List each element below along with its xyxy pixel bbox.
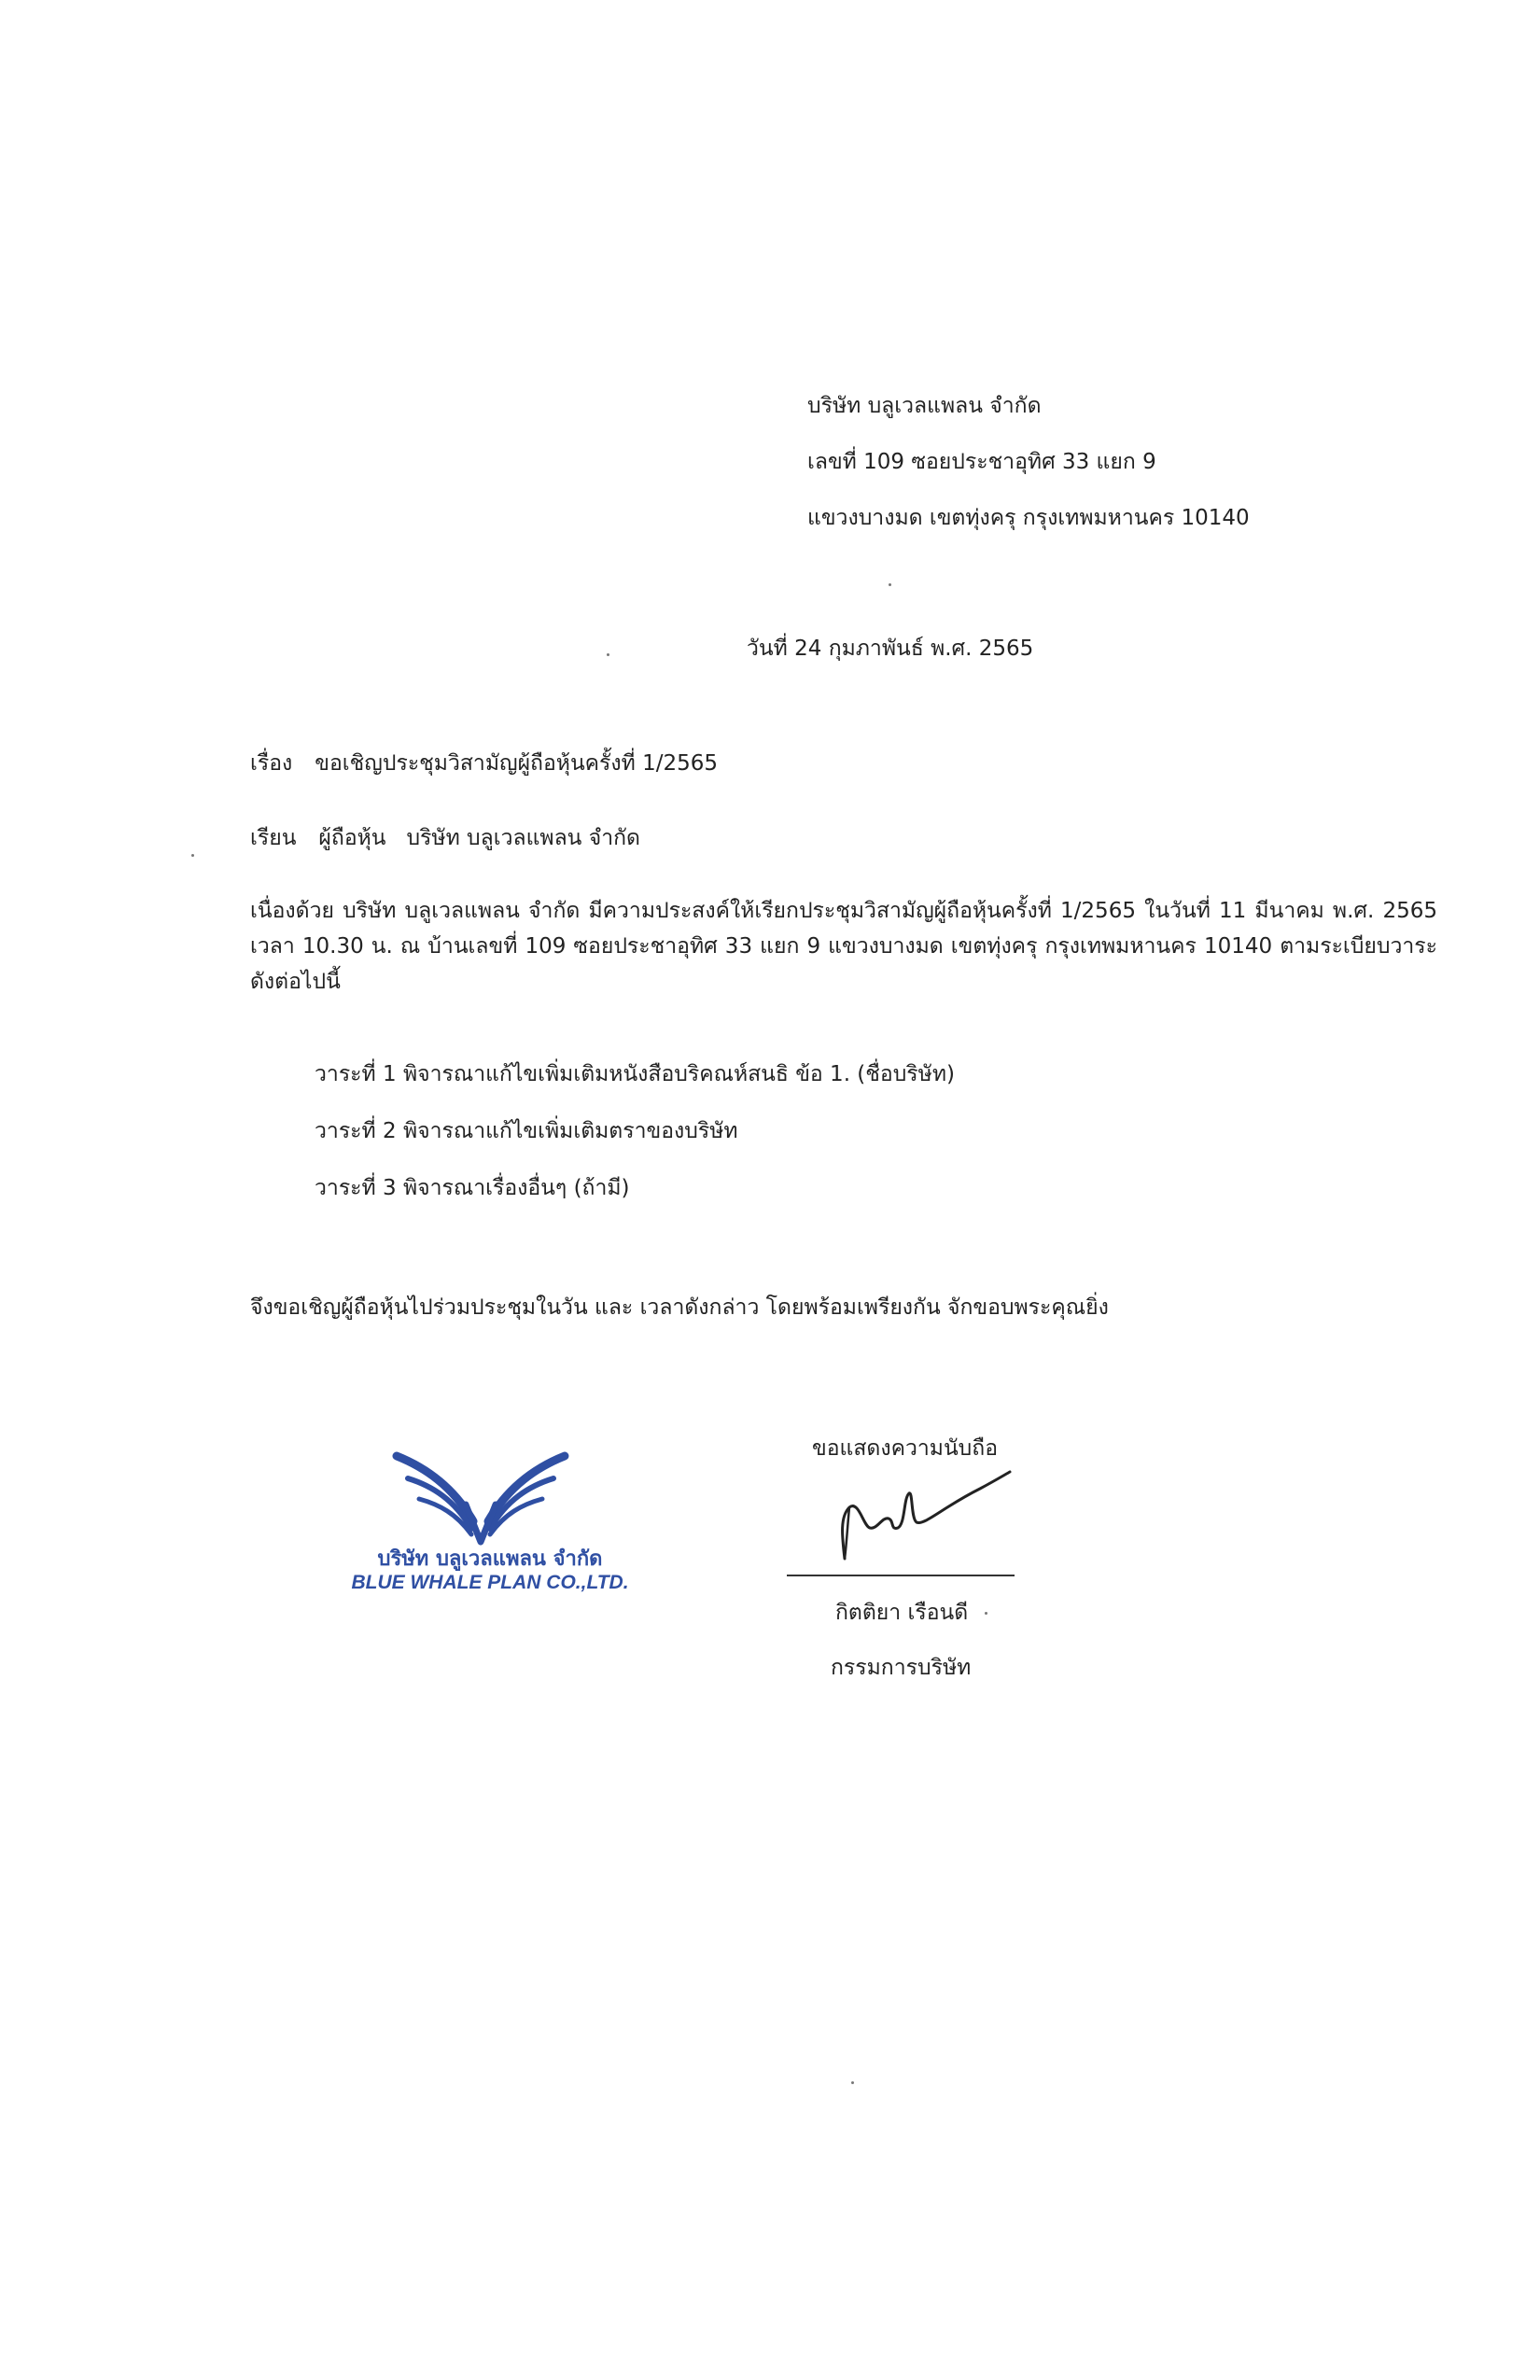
company-logo bbox=[336, 1449, 644, 1617]
logo-thai-name: บริษัท บลูเวลแพลน จำกัด bbox=[377, 1547, 603, 1571]
whale-tail-wings-icon bbox=[387, 1449, 574, 1547]
handwritten-signature bbox=[793, 1461, 1017, 1563]
salutation-line bbox=[250, 824, 640, 852]
scan-speck bbox=[851, 2081, 854, 2084]
signer-name: กิตติยา เรือนดี bbox=[835, 1601, 969, 1625]
agenda-item: วาระที่ 1 พิจารณาแก้ไขเพิ่มเติมหนังสือบริคณห์สนธิ ข้อ 1. (ชื่อบริษัท) bbox=[315, 1062, 955, 1086]
salutation-label: เรียน bbox=[250, 826, 297, 850]
subject-text: ขอเชิญประชุมวิสามัญผู้ถือหุ้นครั้งที่ 1/2565 bbox=[315, 751, 719, 776]
scan-speck bbox=[607, 653, 609, 656]
letter-date: วันที่ 24 กุมภาพันธ์ พ.ศ. 2565 bbox=[747, 637, 1034, 661]
scan-speck bbox=[191, 854, 194, 857]
closing-paragraph: จึงขอเชิญผู้ถือหุ้นไปร่วมประชุมในวัน และ เวลาดังกล่าว โดยพร้อมเพรียงกัน จักขอบพระคุณยิ่ง bbox=[250, 1295, 1109, 1320]
body-paragraph: เนื่องด้วย บริษัท บลูเวลแพลน จำกัด มีความประสงค์ให้เรียกประชุมวิสามัญผู้ถือหุ้นครั้งที่ 1/2565 ในวันที่ 11 มีนาคม พ.ศ. 2565 เวลา 10.30 น. ณ บ้านเลขที่ 109 ซอยประชาอุทิศ 33 แยก 9 แขวงบางมด เขตทุ่งครุ กรุงเทพมหานคร 10140 ตามระเบียบวาระดังต่อไปนี้ bbox=[250, 899, 1437, 994]
subject-label: เรื่อง bbox=[250, 751, 293, 776]
logo-english-name: BLUE WHALE PLAN CO.,LTD. bbox=[351, 1572, 629, 1593]
sender-company: บริษัท บลูเวลแพลน จำกัด bbox=[807, 394, 1042, 418]
agenda-item: วาระที่ 2 พิจารณาแก้ไขเพิ่มเติมตราของบริษัท bbox=[315, 1119, 738, 1143]
sender-address-line-2: แขวงบางมด เขตทุ่งครุ กรุงเทพมหานคร 10140 bbox=[807, 506, 1250, 530]
salutation-text: ผู้ถือหุ้น บริษัท บลูเวลแพลน จำกัด bbox=[318, 826, 640, 850]
regards-text: ขอแสดงความนับถือ bbox=[812, 1436, 999, 1461]
signature-line bbox=[787, 1575, 1015, 1576]
scan-speck bbox=[985, 1612, 987, 1615]
signer-title: กรรมการบริษัท bbox=[831, 1656, 972, 1680]
sender-address-line-1: เลขที่ 109 ซอยประชาอุทิศ 33 แยก 9 bbox=[807, 450, 1156, 474]
agenda-item: วาระที่ 3 พิจารณาเรื่องอื่นๆ (ถ้ามี) bbox=[315, 1176, 630, 1200]
subject-line bbox=[250, 749, 718, 777]
scan-speck bbox=[889, 583, 891, 586]
